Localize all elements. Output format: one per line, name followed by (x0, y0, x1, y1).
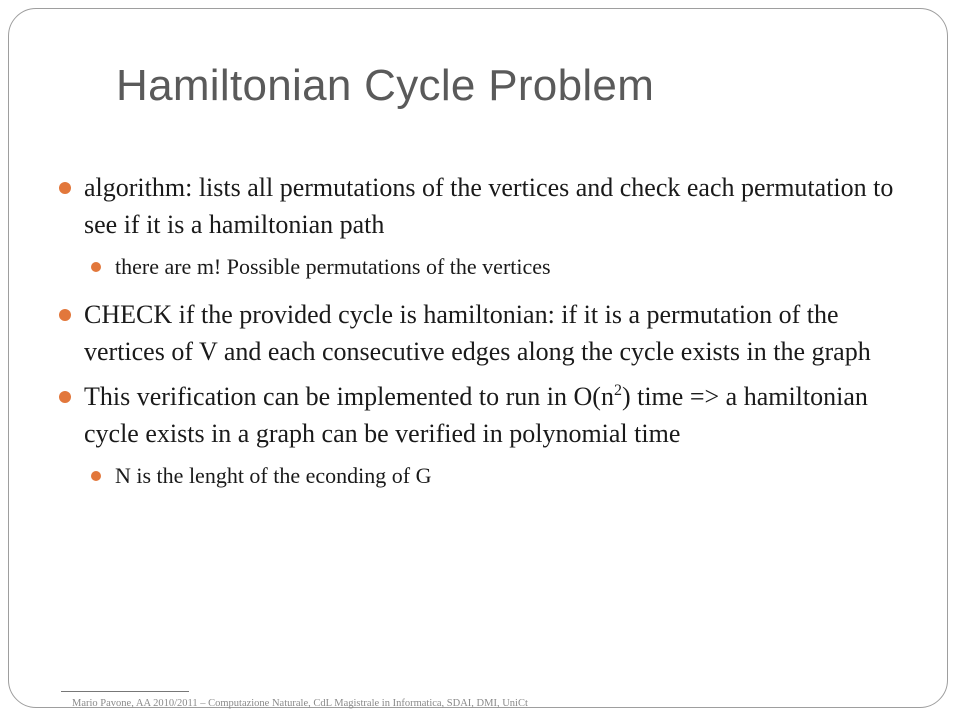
bullet-text: CHECK if the provided cycle is hamiltonian: if it is a permutation of the vertices of V and each consecutive edges along the cycle exists in the graph (84, 300, 871, 366)
bullet-dot-icon (59, 309, 71, 321)
subbullet-dot-icon (91, 262, 101, 272)
bullet-verification (57, 378, 917, 452)
bullet-dot-icon (59, 182, 71, 194)
footer-divider (61, 691, 189, 692)
superscript: 2 (613, 382, 622, 399)
bullet-text-pre: This verification can be implemented to run in O(n (84, 382, 614, 411)
bullet-algorithm (57, 169, 917, 243)
slide-title: Hamiltonian Cycle Problem (116, 61, 655, 110)
bullet-check (57, 296, 917, 370)
slide-footer: Mario Pavone, AA 2010/2011 – Computazione Naturale, CdL Magistrale in Informatica, SDAI, DMI, UniCt (72, 698, 528, 709)
bullet-text-post: ) time => a hamiltonian cycle exists in a graph can be verified in polynomial time (84, 382, 868, 448)
bullet-dot-icon (59, 391, 71, 403)
subbullet-text: there are m! Possible permutations of the vertices (115, 254, 551, 279)
subbullet-encoding (57, 460, 917, 491)
subbullet-text: N is the lenght of the econding of G (115, 463, 432, 488)
slide-content (57, 169, 917, 505)
subbullet-permutations (57, 251, 917, 282)
bullet-text: algorithm: lists all permutations of the vertices and check each permutation to see if it is a hamiltonian path (84, 173, 894, 239)
subbullet-dot-icon (91, 471, 101, 481)
slide-frame (8, 8, 948, 708)
